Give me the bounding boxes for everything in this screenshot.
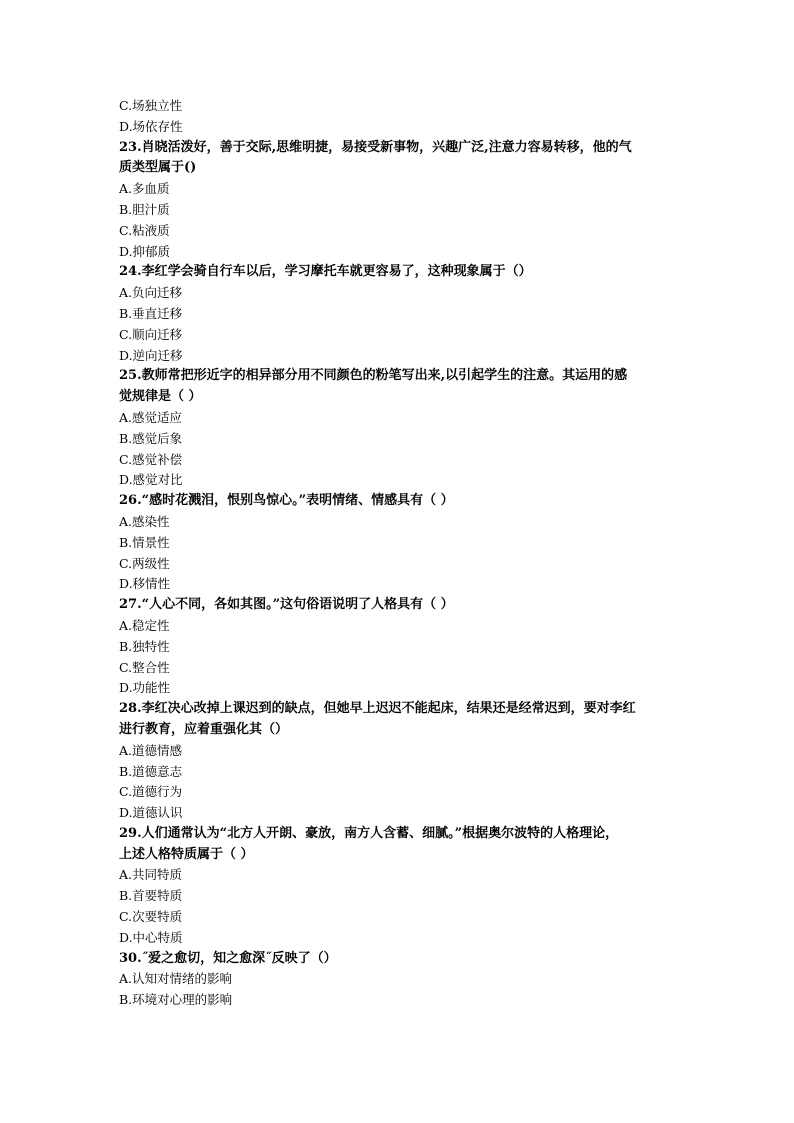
answer-option: A.稳定性 (119, 617, 170, 633)
answer-option: A.感染性 (119, 513, 170, 529)
question-stem (119, 949, 679, 970)
question-stem (119, 491, 679, 512)
answer-option: C.感觉补偿 (119, 451, 183, 467)
question-stem (119, 262, 679, 283)
answer-option: C.顺向迁移 (119, 326, 183, 342)
answer-option: A.认知对情绪的影响 (119, 971, 233, 987)
question-line: 24.李红学会骑自行车以后，学习摩托车就更容易了，这种现象属于（） (119, 264, 532, 280)
answer-option: B.感觉后象 (119, 430, 183, 446)
question-line: 29.人们通常认为“北方人开朗、豪放，南方人含蓄、细腻。”根据奥尔波特的人格理论， (119, 825, 619, 841)
answer-option: D.抑郁质 (119, 243, 171, 259)
answer-option: D.场依存性 (119, 118, 183, 134)
question-line: 进行教育，应着重强化其（） (119, 721, 289, 737)
question-stem (119, 595, 679, 616)
answer-option: C.次要特质 (119, 909, 183, 925)
answer-option: D.感觉对比 (119, 472, 183, 488)
answer-option: B.独特性 (119, 638, 170, 654)
answer-option: D.移情性 (119, 576, 171, 592)
question-stem (119, 366, 679, 408)
answer-option: B.首要特质 (119, 888, 183, 904)
answer-option: C.场独立性 (119, 98, 183, 113)
answer-option: B.环境对心理的影响 (119, 992, 233, 1008)
answer-option: D.中心特质 (119, 929, 183, 945)
question-line: 觉规律是（ ） (119, 389, 202, 405)
answer-option: B.情景性 (119, 534, 170, 550)
question-stem (119, 699, 679, 741)
question-line: 23.肖晓活泼好，善于交际,思维明捷，易接受新事物，兴趣广泛,注意力容易转移，他的气 (119, 139, 632, 155)
answer-option: A.负向迁移 (119, 285, 183, 301)
question-stem (119, 824, 679, 866)
answer-option: D.逆向迁移 (119, 347, 183, 363)
question-stem (119, 138, 679, 180)
answer-option: A.感觉适应 (119, 409, 183, 425)
answer-option: C.整合性 (119, 659, 170, 675)
answer-option: C.道德行为 (119, 784, 183, 800)
answer-option: D.道德认识 (119, 805, 183, 821)
question-line: 27.“人心不同，各如其图。”这句俗语说明了人格具有（ ） (119, 597, 454, 613)
question-line: 质类型属于() (119, 160, 197, 176)
answer-option: B.道德意志 (119, 763, 183, 779)
answer-option: B.胆汁质 (119, 201, 170, 217)
answer-option: A.道德情感 (119, 742, 183, 758)
answer-option: D.功能性 (119, 680, 171, 696)
answer-option: A.共同特质 (119, 867, 183, 883)
question-line: 26.“感时花溅泪，恨别鸟惊心。”表明情绪、情感具有（ ） (119, 493, 454, 509)
question-line: 上述人格特质属于（ ） (119, 846, 254, 862)
question-line: 25.教师常把形近字的相异部分用不同颜色的粉笔写出来,以引起学生的注意。其运用的感 (119, 368, 628, 384)
answer-option: C.粘液质 (119, 222, 170, 238)
question-line: 30.˝爱之愈切，知之愈深˝反映了（） (119, 950, 337, 966)
answer-option: B.垂直迁移 (119, 305, 183, 321)
question-list (119, 96, 679, 1011)
answer-option: A.多血质 (119, 181, 170, 197)
question-line: 28.李红决心改掉上课迟到的缺点，但她早上迟迟不能起床，结果还是经常迟到，要对李红 (119, 701, 636, 717)
answer-option: C.两级性 (119, 555, 170, 571)
